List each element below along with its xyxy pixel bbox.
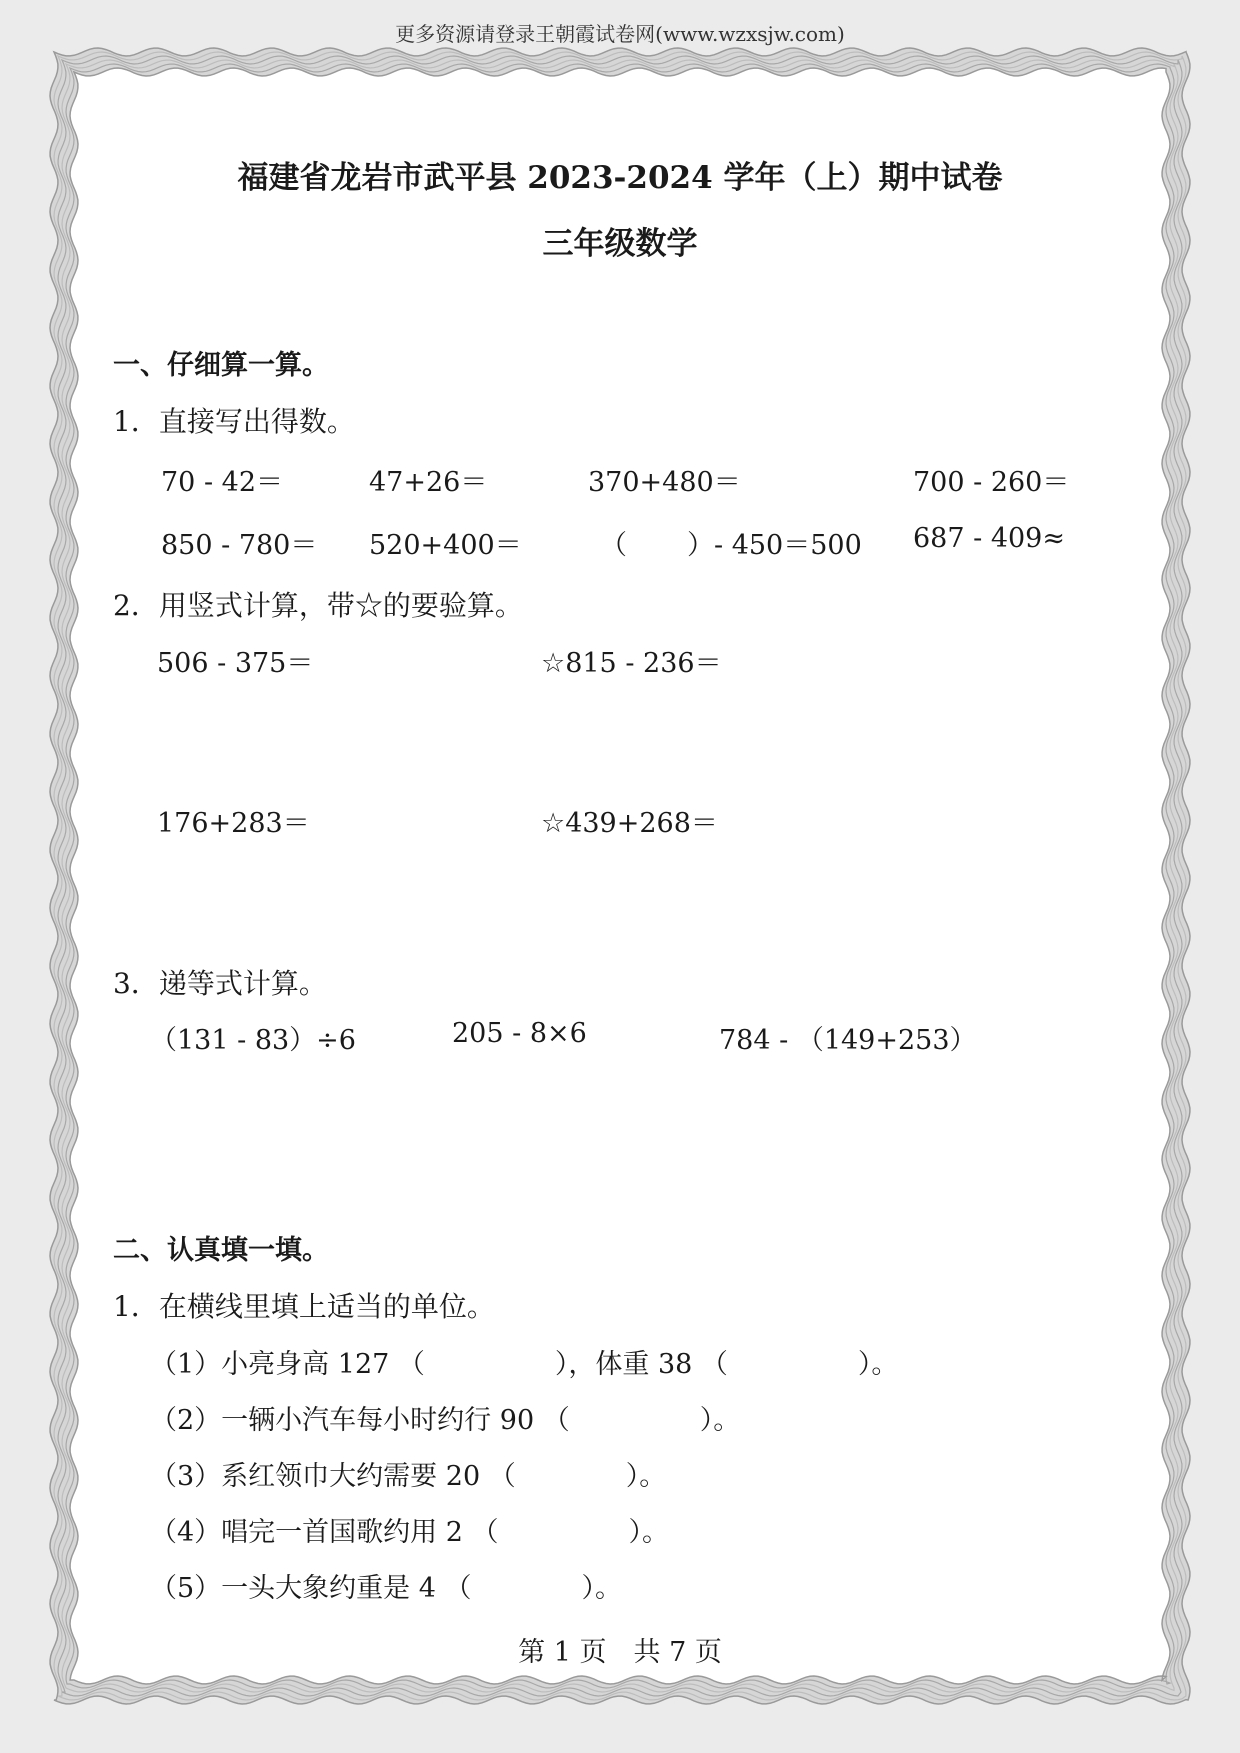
fill-unit-item: [150, 1454, 666, 1493]
oral-item: 700 - 260＝: [913, 467, 1070, 498]
item-text: （2）一辆小汽车每小时约行 90 （: [150, 1405, 570, 1436]
item-text: ）。: [857, 1349, 899, 1380]
step-calc-item: 205 - 8×6: [452, 1018, 587, 1049]
item-text: （3）系红领巾大约需要 20 （: [150, 1461, 516, 1492]
page-footer: 第 1 页 共 7 页: [518, 1637, 722, 1668]
oral-item: 70 - 42＝: [161, 467, 284, 498]
vertical-calc-item: ☆439+268＝: [541, 808, 718, 839]
question-label: 3．递等式计算。: [113, 967, 327, 1000]
step-calc-item: 784 - （149+253）: [719, 1025, 977, 1056]
vertical-calc-item: ☆815 - 236＝: [541, 648, 722, 679]
question-label: 1．在横线里填上适当的单位。: [113, 1290, 495, 1323]
item-text: ）。: [625, 1461, 667, 1492]
vertical-calc-item: 506 - 375＝: [157, 648, 314, 679]
item-text: （1）小亮身高 127 （: [150, 1349, 425, 1380]
item-text: ）。: [699, 1405, 741, 1436]
fill-unit-item: [150, 1566, 622, 1605]
item-text: ），体重 38 （: [554, 1349, 728, 1380]
oral-item-blank: [600, 523, 862, 562]
section-heading-1: 一、仔细算一算。: [113, 350, 329, 381]
item-text: （5）一头大象约重是 4 （: [150, 1573, 472, 1604]
item-text: ）。: [581, 1573, 623, 1604]
blank-open: （: [600, 530, 627, 561]
oral-item: 47+26＝: [369, 467, 488, 498]
oral-item: 520+400＝: [369, 530, 522, 561]
fill-unit-item: [150, 1510, 669, 1549]
blank-close: ）- 450＝500: [687, 530, 862, 561]
oral-item: 687 - 409≈: [913, 523, 1065, 554]
oral-item: 850 - 780＝: [161, 530, 318, 561]
item-text: ）。: [628, 1517, 670, 1548]
page-title: 福建省龙岩市武平县 2023-2024 学年（上）期中试卷: [237, 160, 1003, 196]
item-text: （4）唱完一首国歌约用 2 （: [150, 1517, 499, 1548]
fill-unit-item: [150, 1398, 740, 1437]
question-label: 2．用竖式计算，带☆的要验算。: [113, 589, 523, 622]
step-calc-item: （131 - 83）÷6: [150, 1025, 356, 1056]
source-note: 更多资源请登录王朝霞试卷网(www.wzxsjw.com): [395, 22, 845, 46]
question-label: 1．直接写出得数。: [113, 405, 355, 438]
border-inner-panel: [70, 68, 1170, 1684]
oral-item: 370+480＝: [588, 467, 741, 498]
fill-unit-item: [150, 1342, 898, 1381]
vertical-calc-item: 176+283＝: [157, 808, 310, 839]
page-subtitle: 三年级数学: [542, 226, 698, 262]
section-heading-2: 二、认真填一填。: [113, 1235, 329, 1266]
